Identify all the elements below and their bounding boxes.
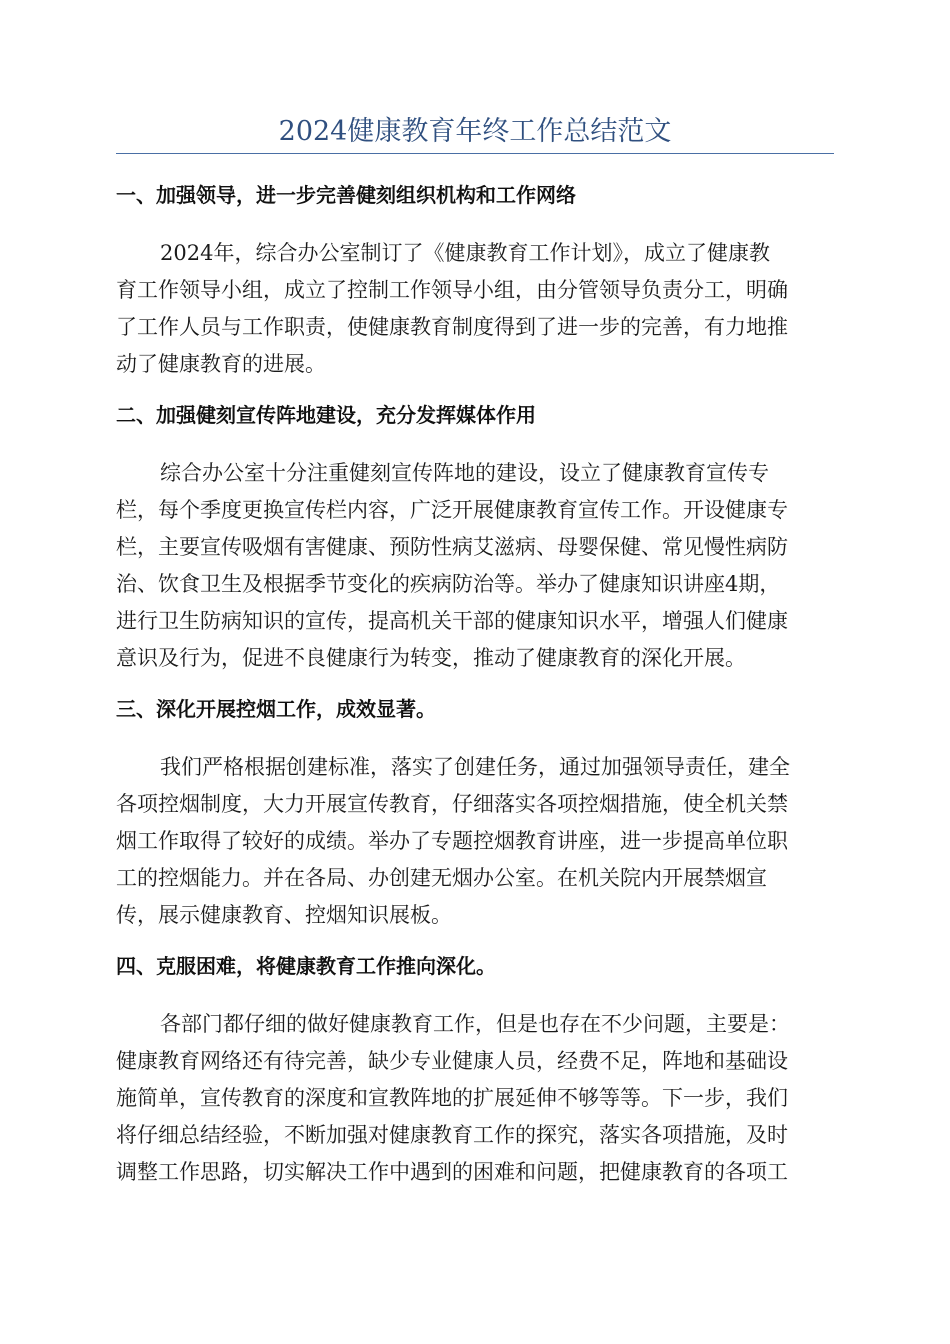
section-heading: 三、深化开展控烟工作，成效显著。 — [116, 697, 436, 721]
paragraph-line: 栏，每个季度更换宣传栏内容，广泛开展健康教育宣传工作。开设健康专 — [116, 498, 788, 522]
section-2 — [116, 398, 834, 677]
section-3 — [116, 692, 834, 934]
title-underline — [116, 153, 834, 154]
paragraph-line: 施简单，宣传教育的深度和宣教阵地的扩展延伸不够等等。下一步，我们 — [116, 1086, 788, 1110]
paragraph-line: 进行卫生防病知识的宣传，提高机关干部的健康知识水平，增强人们健康 — [116, 609, 788, 633]
section-1 — [116, 178, 834, 383]
section-4 — [116, 949, 834, 1191]
paragraph-line: 了工作人员与工作职责，使健康教育制度得到了进一步的完善，有力地推 — [116, 315, 788, 339]
paragraph-line: 意识及行为，促进不良健康行为转变，推动了健康教育的深化开展。 — [116, 646, 746, 670]
paragraph-line: 动了健康教育的进展。 — [116, 352, 326, 376]
paragraph-line: 调整工作思路，切实解决工作中遇到的困难和问题，把健康教育的各项工 — [116, 1160, 788, 1184]
section-paragraph — [116, 749, 834, 934]
section-heading: 一、加强领导，进一步完善健刻组织机构和工作网络 — [116, 183, 576, 207]
paragraph-line: 治、饮食卫生及根据季节变化的疾病防治等。举办了健康知识讲座4期， — [116, 572, 781, 596]
document-title: 2024健康教育年终工作总结范文 — [278, 116, 672, 147]
paragraph-line: 2024年，综合办公室制订了《健康教育工作计划》，成立了健康教 — [160, 241, 770, 265]
paragraph-line: 各部门都仔细的做好健康教育工作，但是也存在不少问题，主要是： — [160, 1012, 790, 1036]
paragraph-line: 栏，主要宣传吸烟有害健康、预防性病艾滋病、母婴保健、常见慢性病防 — [116, 535, 788, 559]
section-paragraph — [116, 1006, 834, 1191]
paragraph-line: 育工作领导小组，成立了控制工作领导小组，由分管领导负责分工，明确 — [116, 278, 788, 302]
section-paragraph — [116, 235, 834, 383]
document-body — [116, 178, 834, 1206]
paragraph-line: 将仔细总结经验，不断加强对健康教育工作的探究，落实各项措施，及时 — [116, 1123, 788, 1147]
paragraph-line: 各项控烟制度，大力开展宣传教育，仔细落实各项控烟措施，使全机关禁 — [116, 792, 788, 816]
paragraph-line: 健康教育网络还有待完善，缺少专业健康人员，经费不足，阵地和基础设 — [116, 1049, 788, 1073]
section-heading: 二、加强健刻宣传阵地建设，充分发挥媒体作用 — [116, 403, 536, 427]
paragraph-line: 工的控烟能力。并在各局、办创建无烟办公室。在机关院内开展禁烟宣 — [116, 866, 767, 890]
paragraph-line: 烟工作取得了较好的成绩。举办了专题控烟教育讲座，进一步提高单位职 — [116, 829, 788, 853]
section-paragraph — [116, 455, 834, 677]
paragraph-line: 我们严格根据创建标准，落实了创建任务，通过加强领导责任，建全 — [160, 755, 790, 779]
paragraph-line: 综合办公室十分注重健刻宣传阵地的建设，设立了健康教育宣传专 — [160, 461, 769, 485]
section-heading: 四、克服困难，将健康教育工作推向深化。 — [116, 954, 496, 978]
paragraph-line: 传，展示健康教育、控烟知识展板。 — [116, 903, 452, 927]
